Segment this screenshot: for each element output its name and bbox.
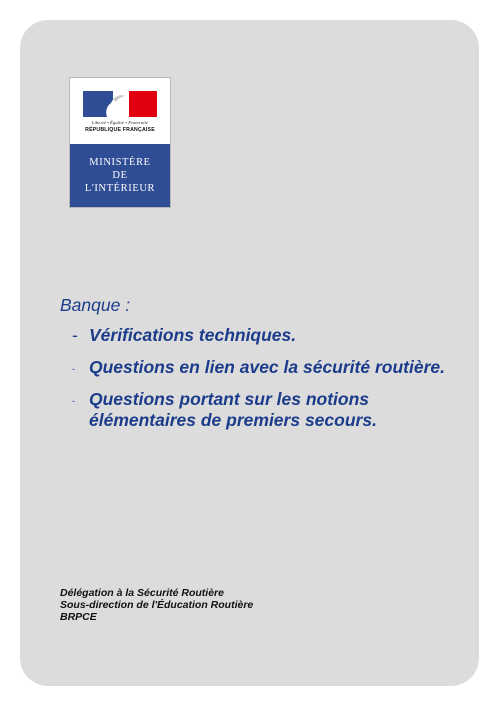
logo-top (70, 78, 170, 144)
list-item (72, 325, 452, 346)
ministry-logo (69, 77, 171, 208)
footer-line: Délégation à la Sécurité Routière (60, 587, 224, 599)
item-text: Questions en lien avec la sécurité routière. (89, 357, 445, 377)
list-item (72, 389, 452, 431)
marianne-flag-icon (83, 91, 157, 117)
footer-line: Sous-direction de l'Éducation Routière (60, 599, 254, 611)
topic-list (72, 325, 452, 442)
ministry-name (70, 156, 170, 195)
bullet-dash: - (72, 364, 75, 374)
ministry-line: L'INTÉRIEUR (84, 183, 156, 194)
item-text: Questions portant sur les notions élémentaires de premiers secours. (89, 389, 377, 430)
ministry-line: MINISTÈRE (89, 157, 151, 168)
motto: Liberté • Égalité • Fraternité (91, 120, 149, 125)
bullet-dash: - (72, 325, 78, 345)
ministry-banner (70, 144, 170, 207)
bullet-dash: - (72, 396, 75, 406)
republique-francaise: RÉPUBLIQUE FRANÇAISE (85, 127, 155, 133)
ministry-line: DE (112, 170, 128, 181)
item-text: Vérifications techniques. (89, 325, 297, 345)
footer-line: BRPCE (60, 611, 97, 623)
list-item (72, 357, 452, 378)
heading: Banque : (60, 295, 131, 315)
footer (60, 587, 253, 623)
